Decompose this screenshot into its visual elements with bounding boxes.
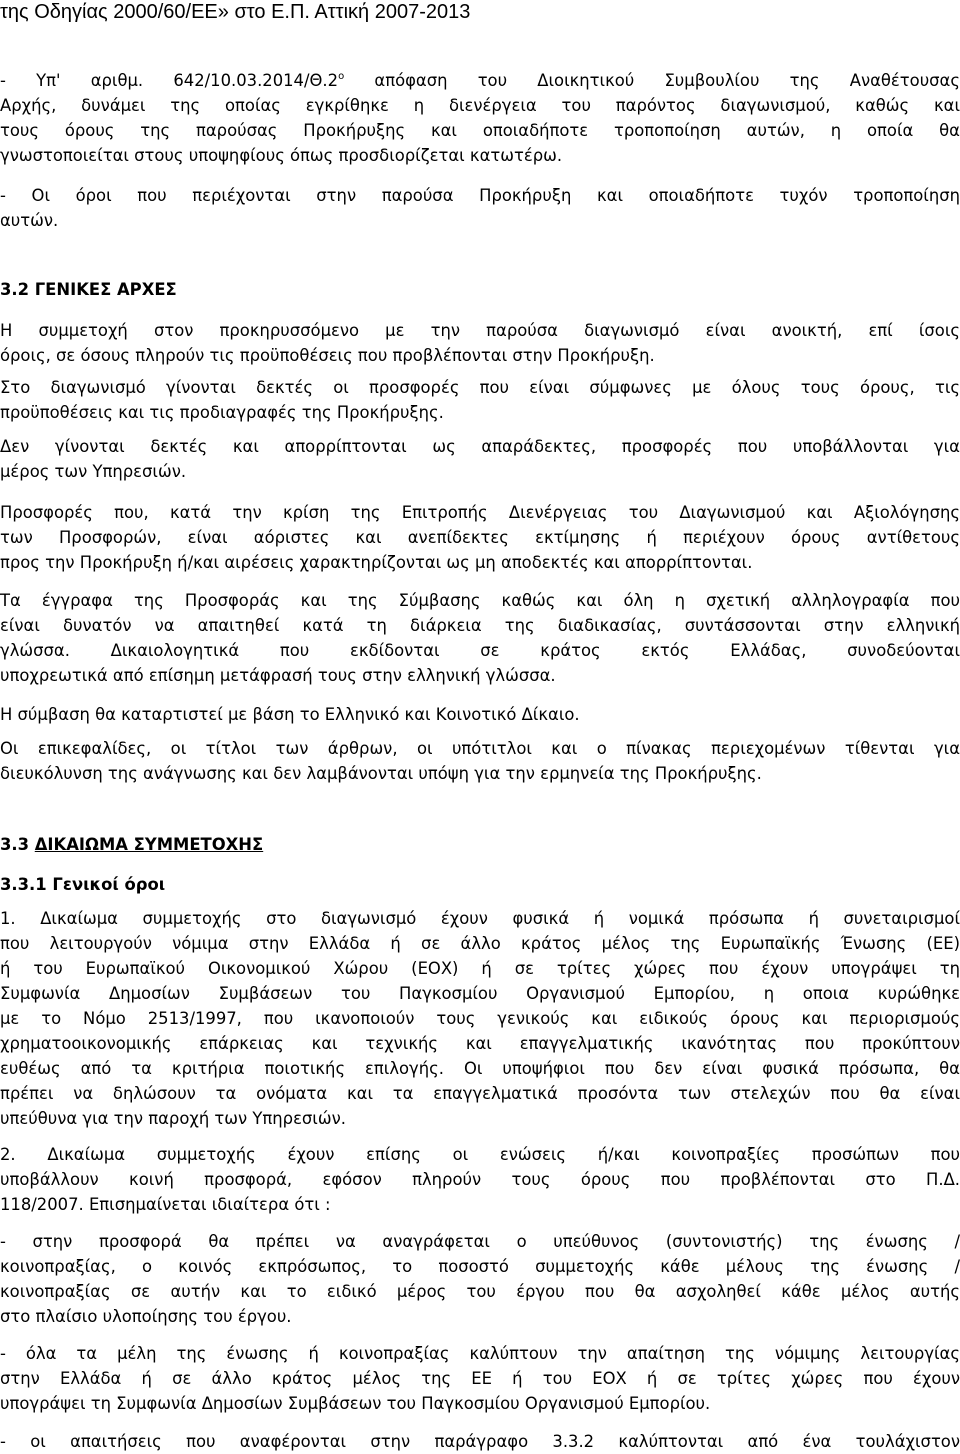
paragraph-decision: [0, 68, 960, 168]
paragraph-members: [0, 1341, 960, 1416]
text-line: υπογράψει τη Συμφωνία Δημοσίων Συμβάσεων του Παγκοσμίου Οργανισμού Εμπορίου.: [0, 1394, 711, 1413]
text-line: ή του Ευρωπαϊκού Οικονομικού Χώρου (ΕΟΧ) ή σε τρίτες χώρες που έχουν υπογράψει τη: [0, 959, 960, 978]
text-line: 2. Δικαίωμα συμμετοχής έχουν επίσης οι ενώσεις ή/και κοινοπραξίες προσώπων που: [0, 1145, 960, 1164]
section-heading: 3.2 ΓΕΝΙΚΕΣ ΑΡΧΕΣ: [0, 280, 177, 299]
text-line: υπεύθυνα για την παροχή των Υπηρεσιών.: [0, 1109, 346, 1128]
text-line: γνωστοποιείται στους υποψηφίους όπως προσδιορίζεται κατωτέρω.: [0, 146, 563, 165]
section-3-3: [0, 832, 960, 857]
paragraph-consortia: [0, 1142, 960, 1217]
text-line: διευκόλυνση της ανάγνωσης και δεν λαμβάνονται υπόψη για την ερμηνεία της Προκήρυξης.: [0, 764, 762, 783]
paragraph-coordinator: [0, 1229, 960, 1329]
text-line: προϋποθέσεις και τις προδιαγραφές της Προκήρυξης.: [0, 403, 444, 422]
section-3-3-1: [0, 872, 960, 897]
text-line: - Οι όροι που περιέχονται στην παρούσα Προκήρυξη και οποιαδήποτε τυχόν τροποποίηση: [0, 186, 960, 205]
text-line: ευθέως από τα κριτήρια ποιοτικής επιλογής. Οι υποψήφιοι που δεν είναι φυσικά πρόσωπα, θα: [0, 1059, 960, 1078]
paragraph-terms: [0, 183, 960, 233]
text-line: - στην προσφορά θα πρέπει να αναγράφεται ο υπεύθυνος (συντονιστής) της ένωσης /: [0, 1232, 960, 1251]
paragraph-headings: [0, 736, 960, 786]
text-line: προς την Προκήρυξη ή/και αιρέσεις χαρακτηρίζονται ως μη αποδεκτές και απορρίπτονται.: [0, 553, 753, 572]
text-line: - όλα τα μέλη της ένωσης ή κοινοπραξίας καλύπτουν την απαίτηση της νόμιμης λειτουργίας: [0, 1344, 960, 1363]
text-line: Οι επικεφαλίδες, οι τίτλοι των άρθρων, οι υπότιτλοι και ο πίνακας περιεχομένων τίθενται για: [0, 739, 960, 758]
text-line: χρηματοοικονομικής επάρκειας και τεχνικής και επαγγελματικής ικανότητας που προκύπτουν: [0, 1034, 960, 1053]
text-line: Στο διαγωνισμό γίνονται δεκτές οι προσφορές που είναι σύμφωνες με όλους τους όρους, τις: [0, 378, 960, 397]
paragraph-eligibility: [0, 906, 960, 1131]
section-3-2: [0, 277, 960, 302]
text-line: είναι δυνατόν να απαιτηθεί κατά τη διάρκεια της διαδικασίας, συντάσσονται στην ελληνική: [0, 616, 960, 635]
text-line: - Υπ' αριθμ. $642/10.03.2014/\Theta.2^o$ απόφαση του Διοικητικού Συμβουλίου της Αναθέτουσας: [0, 71, 960, 90]
paragraph-language: [0, 588, 960, 688]
text-line: αυτών.: [0, 211, 59, 230]
text-line: Δεν γίνονται δεκτές και απορρίπτονται ως απαράδεκτες, προσφορές που υποβάλλονται για: [0, 437, 960, 456]
text-line: που λειτουργούν νόμιμα στην Ελλάδα ή σε άλλο κράτος μέλος της Ευρωπαϊκής Ένωσης (ΕΕ): [0, 934, 960, 953]
page-header-line: [0, 0, 960, 26]
text-line: τους όρους της παρούσας Προκήρυξης και οποιαδήποτε τροποποίηση αυτών, η οποία θα: [0, 121, 960, 140]
text-line: 1. Δικαίωμα συμμετοχής στο διαγωνισμό έχουν φυσικά ή νομικά πρόσωπα ή συνεταιρισμοί: [0, 909, 960, 928]
text-line: στην Ελλάδα ή σε άλλο κράτος μέλος της ΕΕ ή του ΕΟΧ ή σε τρίτες χώρες που έχουν: [0, 1369, 960, 1388]
paragraph-accepted-offers: [0, 375, 960, 425]
text-line: με το Νόμο 2513/1997, που ικανοποιούν τους γενικούς και ειδικούς όρους και περιορισμούς: [0, 1009, 960, 1028]
text-line: πρέπει να δηλώσουν τα ονόματα και τα επαγγελματικά προσόντα των στελεχών που θα είναι: [0, 1084, 960, 1103]
text-line: των Προσφορών, είναι αόριστες και ανεπίδεκτες εκτίμησης ή περιέχουν όρους αντίθετους: [0, 528, 960, 547]
text-line: μέρος των Υπηρεσιών.: [0, 462, 187, 481]
text-line: κοινοπραξίας, ο κοινός εκπρόσωπος, το ποσοστό συμμετοχής κάθε μέλους της ένωσης /: [0, 1257, 960, 1276]
text-line: Αρχής, δυνάμει της οποίας εγκρίθηκε η διενέργεια του παρόντος διαγωνισμού, καθώς και: [0, 96, 960, 115]
text-line: Προσφορές που, κατά την κρίση της Επιτροπής Διενέργειας του Διαγωνισμού και Αξιολόγησης: [0, 503, 960, 522]
text-line: κοινοπραξίας σε αυτήν και το ειδικό μέρος του έργου που θα ασχοληθεί κάθε μέλος αυτής: [0, 1282, 960, 1301]
paragraph-rejected-partial: [0, 434, 960, 484]
text-line: Τα έγγραφα της Προσφοράς και της Σύμβασης καθώς και όλη η σχετική αλληλογραφία που: [0, 591, 960, 610]
text-line: γλώσσα. Δικαιολογητικά που εκδίδονται σε κράτος εκτός Ελλάδας, συνοδεύονται: [0, 641, 960, 660]
paragraph-law: [0, 702, 960, 727]
text-line: Η σύμβαση θα καταρτιστεί με βάση το Ελληνικό και Κοινοτικό Δίκαιο.: [0, 705, 580, 724]
paragraph-vague-offers: [0, 500, 960, 575]
text-line: όροις, σε όσους πληρούν τις προϋποθέσεις που προβλέπονται στην Προκήρυξη.: [0, 346, 655, 365]
text-line: 118/2007. Επισημαίνεται ιδιαίτερα ότι :: [0, 1195, 331, 1214]
text-line: στο πλαίσιο υλοποίησης του έργου.: [0, 1307, 292, 1326]
text-line: υποβάλλουν κοινή προσφορά, εφόσον πληρούν τους όρους που προβλέπονται στο Π.Δ.: [0, 1170, 960, 1189]
text-line: Συμφωνία Δημοσίων Συμβάσεων του Παγκοσμίου Οργανισμού Εμπορίου, η οποια κυρώθηκε: [0, 984, 960, 1003]
paragraph-participation: [0, 318, 960, 368]
text-line: υποχρεωτικά από επίσημη μετάφρασή τους στην ελληνική γλώσσα.: [0, 666, 556, 685]
paragraph-requirements: [0, 1429, 960, 1454]
header-text: της Οδηγίας 2000/60/ΕΕ» στο Ε.Π. Αττική 2007-2013: [0, 1, 471, 23]
section-heading: 3.3 ΔΙΚΑΙΩΜΑ ΣΥΜΜΕΤΟΧΗΣ: [0, 835, 264, 854]
text-line: Η συμμετοχή στον προκηρυσσόμενο με την παρούσα διαγωνισμό είναι ανοικτή, επί ίσοις: [0, 321, 960, 340]
subsection-heading: 3.3.1 Γενικοί όροι: [0, 875, 166, 894]
text-line: - οι απαιτήσεις που αναφέρονται στην παράγραφο 3.3.2 καλύπτονται από ένα τουλάχιστον: [0, 1432, 960, 1451]
